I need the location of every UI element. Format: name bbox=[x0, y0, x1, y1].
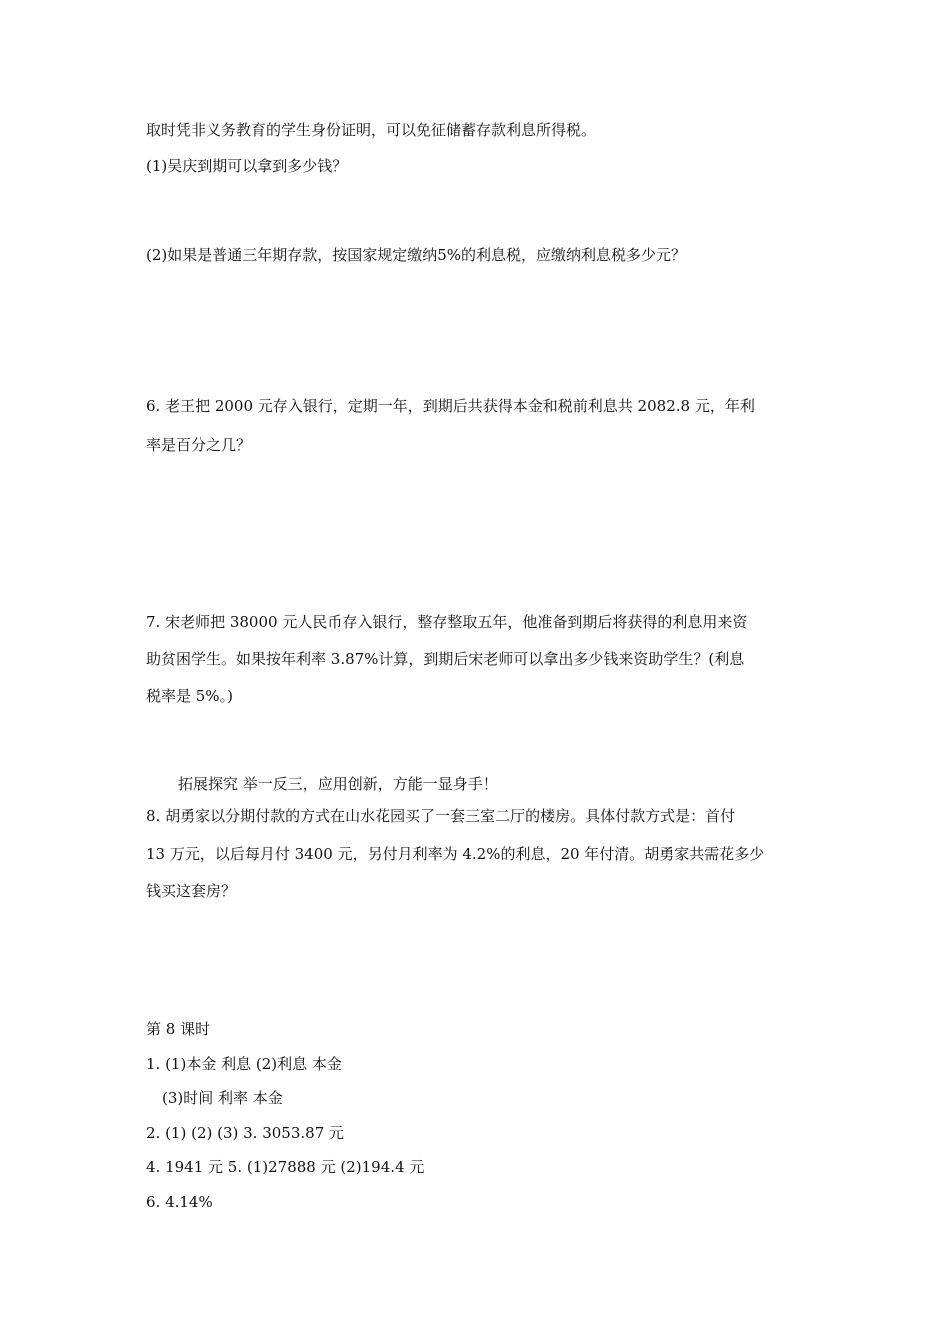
answer-6: 6. 4.14% bbox=[146, 1193, 213, 1211]
q6-line-1: 6. 老王把 2000 元存入银行，定期一年，到期后共获得本金和税前利息共 2082.8 元，年利 bbox=[146, 397, 755, 415]
q7-line-3: 税率是 5%。) bbox=[146, 687, 233, 705]
q5-part-2: (2)如果是普通三年期存款，按国家规定缴纳5%的利息税，应缴纳利息税多少元？ bbox=[146, 246, 687, 264]
answer-4-5: 4. 1941 元 5. (1)27888 元 (2)194.4 元 bbox=[146, 1158, 425, 1176]
q7-line-2: 助贫困学生。如果按年利率 3.87%计算，到期后宋老师可以拿出多少钱来资助学生？(利息 bbox=[146, 650, 745, 668]
q5-text-line: 取时凭非义务教育的学生身份证明，可以免征储蓄存款利息所得税。 bbox=[146, 121, 597, 139]
q5-part-1: (1)吴庆到期可以拿到多少钱？ bbox=[146, 157, 348, 175]
q8-line-3: 钱买这套房？ bbox=[146, 882, 237, 900]
q6-line-2: 率是百分之几？ bbox=[146, 436, 252, 454]
section-heading: 拓展探究 举一反三，应用创新，方能一显身手！ bbox=[178, 775, 498, 793]
answer-1: 1. (1)本金 利息 (2)利息 本金 bbox=[146, 1055, 342, 1073]
answer-1-part-3: (3)时间 利率 本金 bbox=[162, 1089, 283, 1107]
q8-line-2: 13 万元，以后每月付 3400 元，另付月利率为 4.2%的利息，20 年付清。胡勇家共需花多少 bbox=[146, 845, 765, 863]
answers-title: 第 8 课时 bbox=[146, 1020, 211, 1038]
q7-line-1: 7. 宋老师把 38000 元人民币存入银行，整存整取五年，他准备到期后将获得的利息用来资 bbox=[146, 613, 748, 631]
answer-2-3: 2. (1) (2) (3) 3. 3053.87 元 bbox=[146, 1124, 345, 1142]
q8-line-1: 8. 胡勇家以分期付款的方式在山水花园买了一套三室二厅的楼房。具体付款方式是：首付 bbox=[146, 807, 736, 825]
